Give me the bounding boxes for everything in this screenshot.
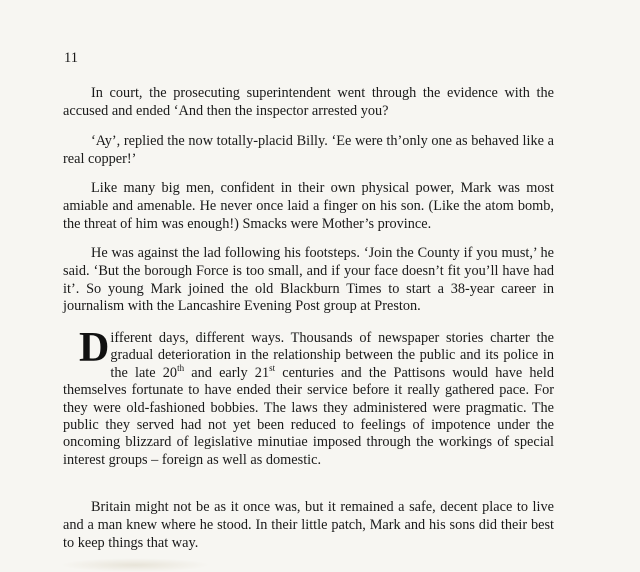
dropcap-paragraph-mid: and early 21 (184, 364, 270, 381)
paragraph-mark-amiable (63, 180, 554, 233)
paragraph-footsteps-text: He was against the lad following his footsteps. ‘Join the County if you must,’ he said. ‘But the borough Force is too small, and if your face doesn’t fit you’ll have had it’. So young Mark joined the old Blackburn Times to start a 38-year career in journalism with the Lancashire Evening Post group at Preston. (63, 245, 554, 315)
drop-cap-letter: D (79, 325, 110, 371)
paragraph-billy-reply (63, 133, 554, 169)
paragraph-billy-reply-text: ‘Ay’, replied the now totally-placid Billy. ‘Ee were th’only one as behaved like a real copper!’ (63, 133, 554, 167)
paragraph-britain-text: Britain might not be as it once was, but it remained a safe, decent place to live and a man knew where he stood. In their little patch, Mark and his sons did their best to keep things that way. (63, 499, 554, 551)
paragraph-mark-amiable-text: Like many big men, confident in their own physical power, Mark was most amiable and amenable. He never once laid a finger on his son. (Like the atom bomb, the threat of him was enough!) Smacks were Mother’s province. (63, 180, 554, 232)
paragraph-footsteps (63, 245, 554, 316)
page-number: 11 (64, 50, 78, 66)
dropcap-paragraph-rest: centuries and the Pattisons would have held themselves fortunate to have ended their service before it really gathered pace. For they were old-fashioned bobbies. The laws they administered were pragmatic. The public they served had not yet been reduced to feelings of impotence under the oncoming blizzard of legislative minutiae imposed through the workings of special interest groups – foreign as well as domestic. (63, 364, 554, 468)
paragraph-court-text: In court, the prosecuting superintendent went through the evidence with the accused and ended ‘And then the inspector arrested you? (63, 85, 554, 119)
paragraph-different-days (63, 325, 554, 469)
superscript-st: st (269, 363, 276, 374)
paragraph-britain (63, 499, 554, 552)
superscript-th: th (177, 363, 185, 374)
paragraph-court (63, 85, 554, 121)
dropcap-paragraph-lead: ifferent days, different ways. Thousands of newspaper stories charter the gradual deterioration in the relationship between the public and its police in the late 20 (110, 330, 554, 381)
